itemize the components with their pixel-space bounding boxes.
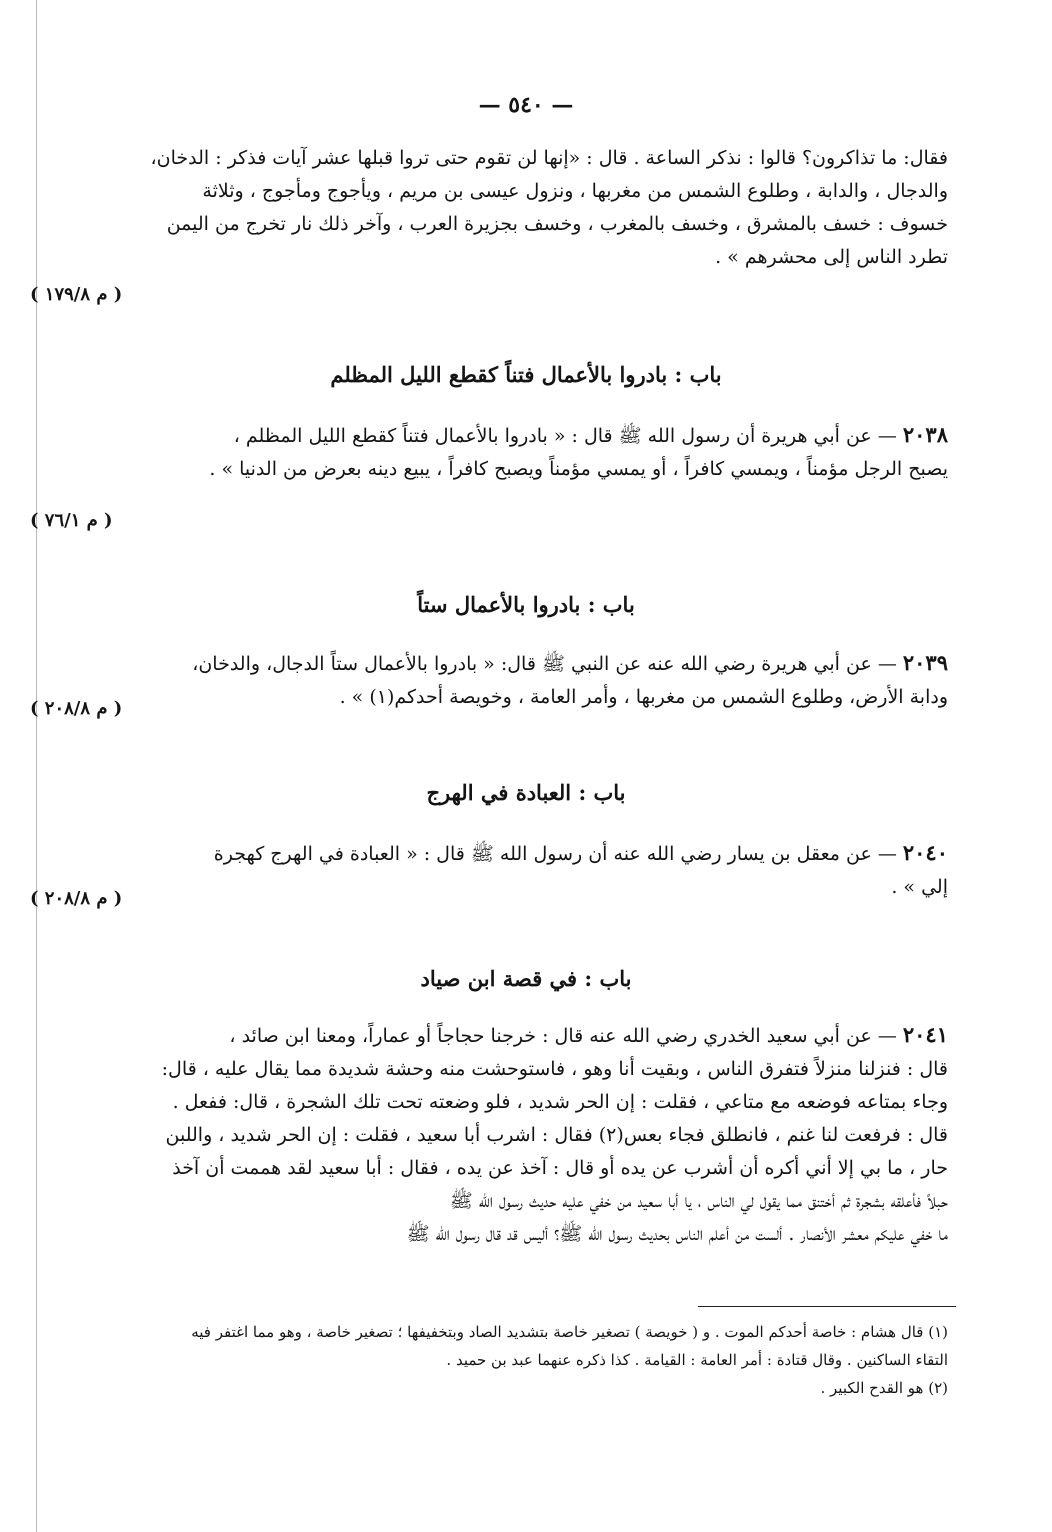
chapter-title: باب : بادروا بالأعمال فتناً كقطع الليل المظلم [330,362,722,387]
text-line: خسوف : خسف بالمشرق ، وخسف بالمغرب ، وخسف بجزيرة العرب ، وآخر ذلك نار تخرج من اليمن [166,213,948,235]
hadith-number: ٢٠٣٨ [902,422,948,447]
text-line: تطرد الناس إلى محشرهم » . [715,246,948,268]
hadith-paragraph [192,646,948,714]
footnotes [40,1318,948,1402]
hadith-paragraph [213,836,948,904]
text-line: يصبح الرجل مؤمناً ، ويمسي كافراً ، أو يمسي مؤمناً ويصبح كافراً ، يبيع دينه بعرض من الدنيا » . [209,458,948,480]
chapter-title: باب : بادروا بالأعمال ستاً [417,592,635,617]
hadith-paragraph [209,418,948,486]
source-reference: ( م ٢٠٨/٨ ) [30,698,123,719]
chapter-title: باب : العبادة في الهرج [426,780,626,805]
hadith-number: ٢٠٣٩ [902,650,948,675]
text-line: فقال: ما تذاكرون؟ قالوا : نذكر الساعة . قال : «إنها لن تقوم حتى تروا قبلها عشر آيات فذكر : الدخان، [150,147,948,169]
footnote-line: التقاء الساكنين . وقال قتادة : أمر العامة : القيامة . كذا ذكره عنهما عبد بن حميد . [446,1351,948,1369]
text-line: إلي » . [891,876,948,898]
footnote-line: (٢) هو القدح الكبير . [820,1379,948,1397]
source-reference: ( م ٢٠٨/٨ ) [30,888,123,909]
footnote-divider [698,1306,956,1307]
hadith-number: ٢٠٤٠ [902,840,948,865]
text-line: حبلاً فأعلقه بشجرة ثم أختنق مما يقول لي الناس ، يا أبا سعيد من خفي عليه حديث رسول الله ﷺ [449,1190,948,1212]
source-reference: ( م ٧٦/١ ) [30,510,113,531]
text-line: وجاء بمتاعه فوضعه مع متاعي ، فقلت : إن الحر شديد ، فلو وضعته تحت تلك الشجرة ، قال: ففعل . [172,1091,948,1113]
text-line: حار ، ما بي إلا أني أكره أن أشرب عن يده أو قال : آخذ عن يده ، فقال : أبا سعيد لقد هممت أن آخذ [172,1157,948,1179]
text-line: قال : فنزلنا منزلاً فتفرق الناس ، وبقيت أنا وهو ، فاستوحشت منه وحشة شديدة مما يقال عليه ، قال: [161,1058,948,1080]
footnote-line: (١) قال هشام : خاصة أحدكم الموت . و ( خويصة ) تصغير خاصة بتشديد الصاد وبتخفيفها ؛ تصغير خاصة ، وهو مما اغتفر فيه [191,1323,948,1341]
chapter-title: باب : في قصة ابن صياد [420,966,632,991]
text-line: والدجال ، والدابة ، وطلوع الشمس من مغربها ، ونزول عيسى بن مريم ، ويأجوج ومأجوج ، وثلاثة [202,180,948,202]
text-line: ٢٠٤٠ — عن معقل بن يسار رضي الله عنه أن رسول الله ﷺ قال : « العبادة في الهرج كهجرة [213,840,948,865]
text-line: ٢٠٣٨ — عن أبي هريرة أن رسول الله ﷺ قال : « بادروا بالأعمال فتناً كقطع الليل المظلم ، [233,422,948,447]
source-reference: ( م ١٧٩/٨ ) [30,284,123,305]
hadith-paragraph [161,1018,948,1251]
text-line: ٢٠٣٩ — عن أبي هريرة رضي الله عنه عن النبي ﷺ قال: « بادروا بالأعمال ستاً الدجال، والدخان، [192,650,948,675]
text-line: ودابة الأرض، وطلوع الشمس من مغربها ، وأمر العامة ، وخويصة أحدكم(١) » . [339,686,948,708]
intro-paragraph [150,142,948,274]
text-line: قال : فرفعت لنا غنم ، فانطلق فجاء بعس(٢) فقال : اشرب أبا سعيد ، فقلت : إن الحر شديد ، واللبن [165,1124,948,1146]
hadith-number: ٢٠٤١ [902,1022,948,1047]
text-line: ما خفي عليكم معشر الأنصار . ألست من أعلم الناس بحديث رسول الله ﷺ؟ أليس قد قال رسول الله ﷺ [406,1223,948,1245]
text-line: ٢٠٤١ — عن أبي سعيد الخدري رضي الله عنه قال : خرجنا حجاجاً أو عماراً، ومعنا ابن صائد ، [229,1022,948,1047]
page-number: — ٥٤٠ — [478,92,574,118]
